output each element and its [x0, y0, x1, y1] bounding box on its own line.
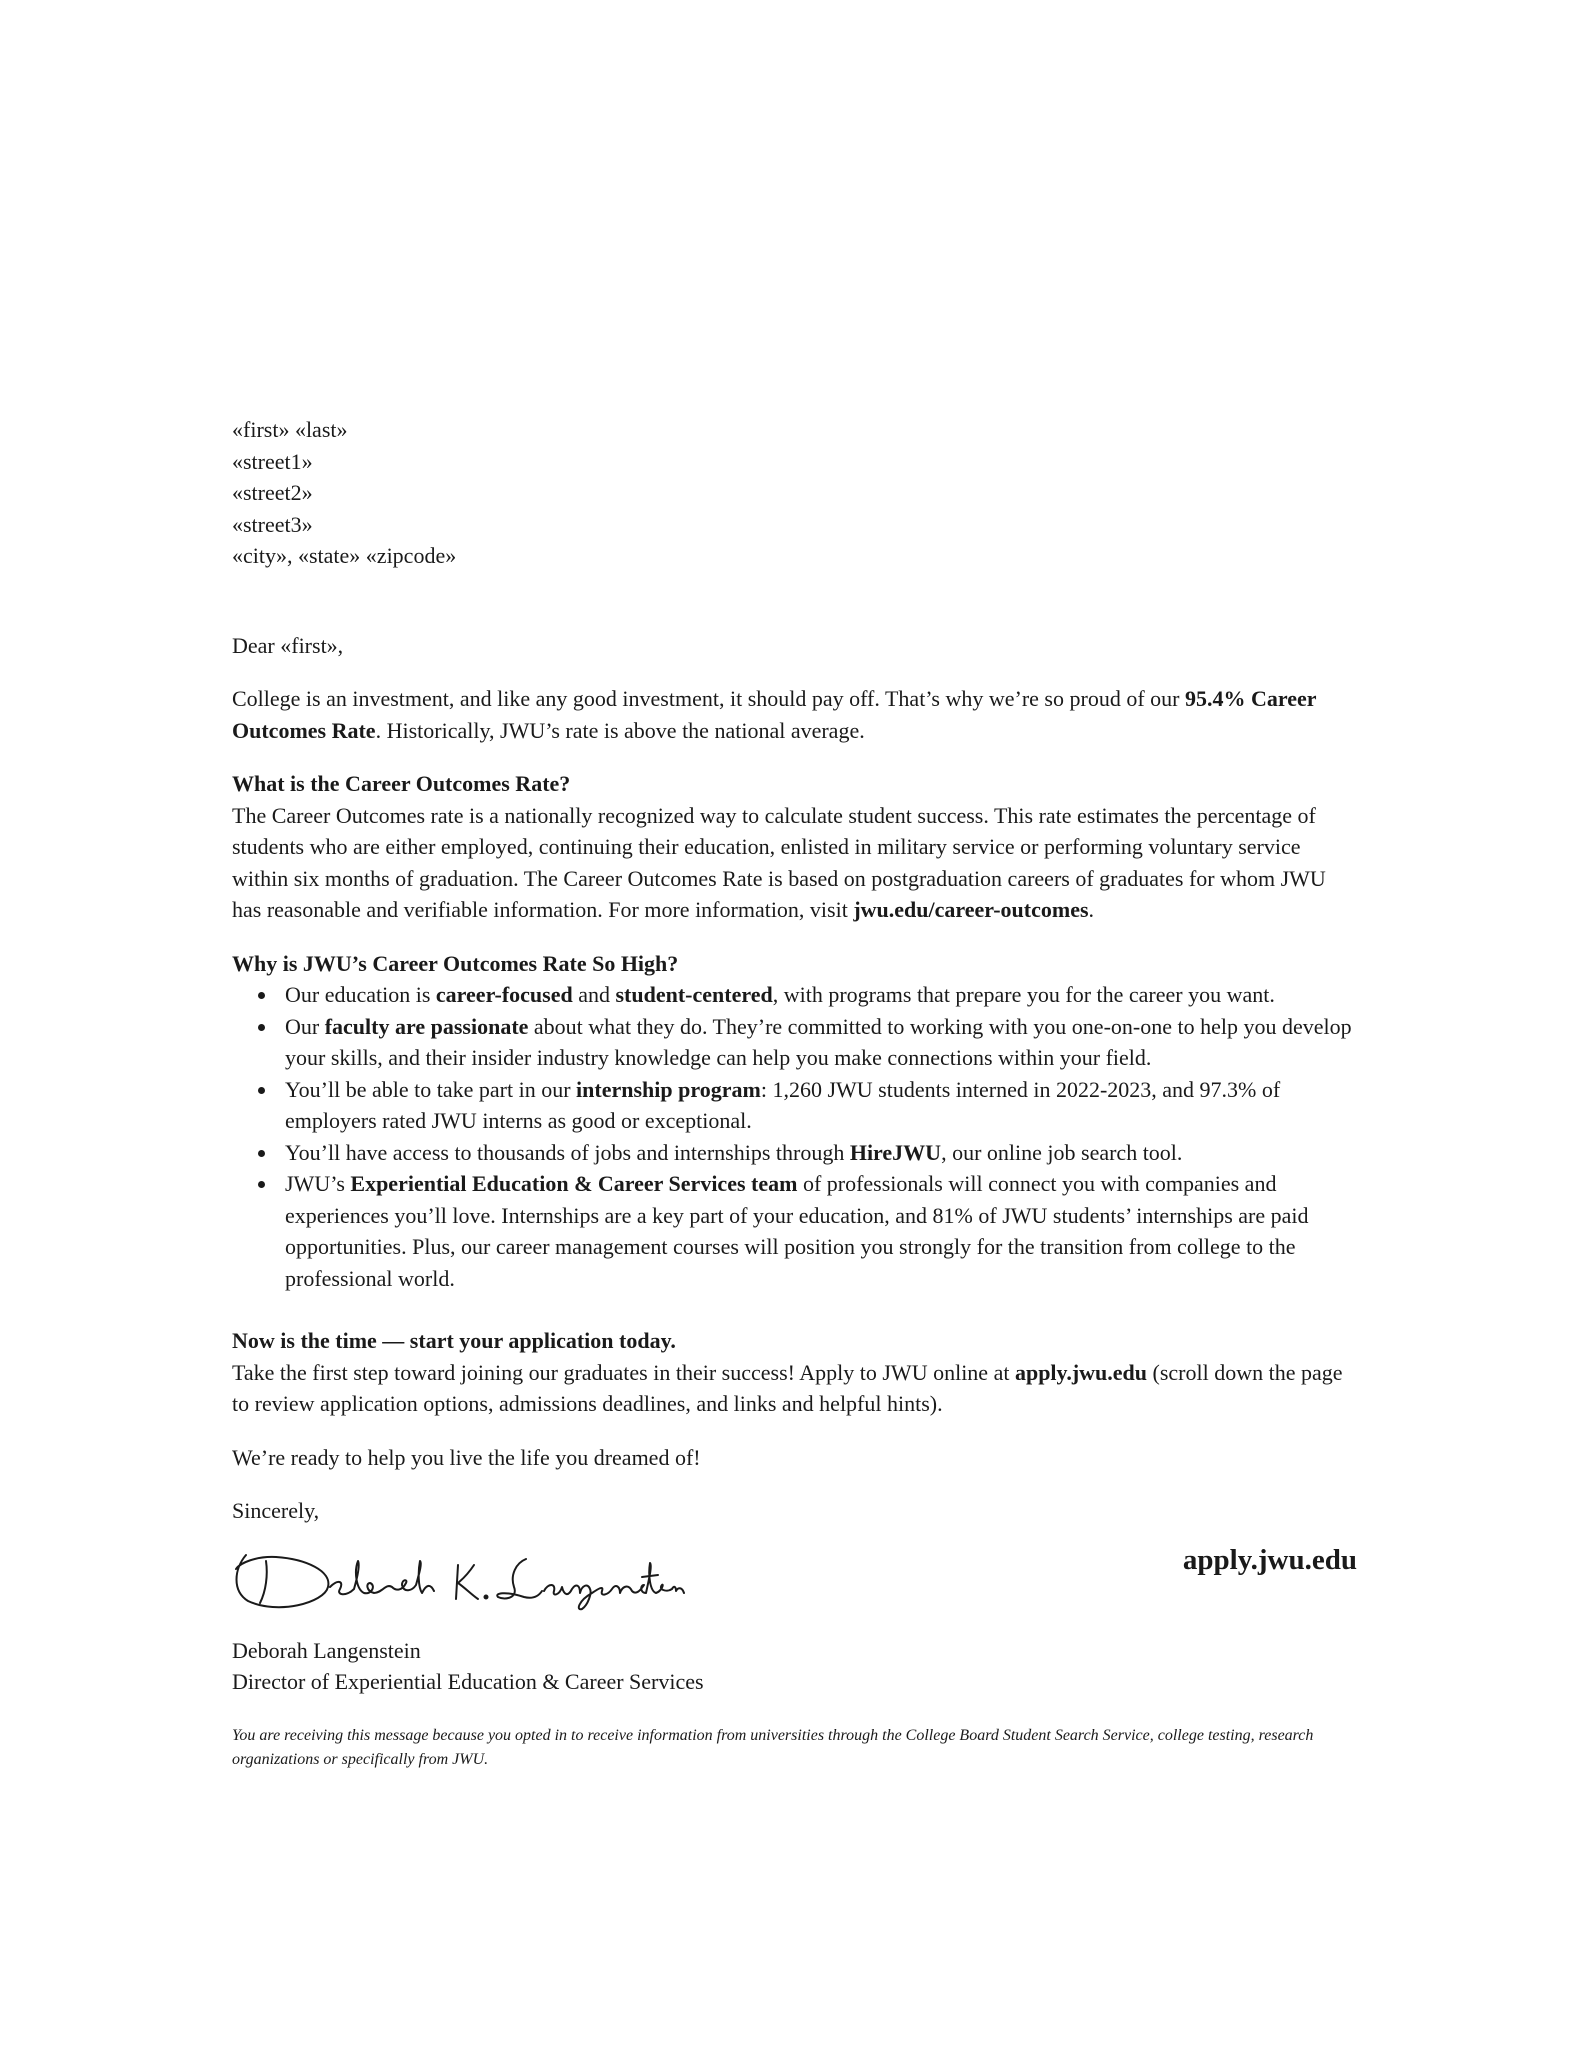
career-outcomes-rate-highlight: 95.4% Career Outcomes Rate: [232, 686, 1317, 743]
handwritten-signature: [226, 1535, 686, 1615]
sign-off: Sincerely,: [232, 1498, 320, 1523]
why-section-heading: Why is JWU’s Career Outcomes Rate So High?: [232, 950, 679, 976]
signer-title: Director of Experiential Education & Career Services: [232, 1669, 704, 1694]
cta-heading: Now is the time — start your application today.: [232, 1328, 676, 1353]
list-item: JWU’s Experiential Education & Career Services team of professionals will connect you with companies and experiences you’ll love. Internships are a key part of your education, and 81% of JWU students’ internships are paid opportunities. Plus, our career management courses will position you strongly for the transition from college to the professional world.: [232, 1168, 1357, 1294]
bullet-icon: [258, 1024, 265, 1031]
address-city-line: «city», «state» «zipcode»: [232, 543, 457, 568]
bullet-icon: [258, 1087, 265, 1094]
intro-paragraph: College is an investment, and like any good investment, it should pay off. That’s why we’re so proud of our 95.4% Career Outcomes Rate. Historically, JWU’s rate is above the national average.: [232, 686, 1317, 743]
why-section: [232, 948, 1357, 1295]
what-section-body: The Career Outcomes rate is a nationally recognized way to calculate student success. This rate estimates the percentage of students who are either employed, continuing their education, enlisted in military service or performing voluntary service within six months of graduation. The Career Outcomes Rate is based on postgraduation careers of graduates for whom JWU has reasonable and verifiable information. For more information, visit jwu.edu/career-outcomes.: [232, 802, 1326, 922]
what-section-heading: What is the Career Outcomes Rate?: [232, 771, 571, 796]
list-item: You’ll be able to take part in our internship program: 1,260 JWU students interned in 2022-2023, and 97.3% of employers rated JWU interns as good or exceptional.: [232, 1074, 1357, 1137]
disclaimer: You are receiving this message because you opted in to receive information from universities through the College Board Student Search Service, college testing, research organizations or specifically from JWU.: [232, 1726, 1314, 1768]
bullet-icon: [258, 992, 265, 999]
list-item: Our faculty are passionate about what they do. They’re committed to working with you one-on-one to help you develop your skills, and their insider industry knowledge can help you make connections within your field.: [232, 1011, 1357, 1074]
closing-line: We’re ready to help you live the life you dreamed of!: [232, 1444, 701, 1470]
bullet-icon: [258, 1150, 265, 1157]
apply-link[interactable]: apply.jwu.edu: [1014, 1359, 1148, 1385]
list-item: Our education is career-focused and student-centered, with programs that prepare you for the career you want.: [232, 979, 1357, 1011]
apply-url-callout[interactable]: apply.jwu.edu: [1182, 1543, 1357, 1576]
list-item: You’ll have access to thousands of jobs and internships through HireJWU, our online job search tool.: [232, 1137, 1357, 1169]
address-street2-line: «street2»: [232, 480, 313, 505]
address-street1-line: «street1»: [232, 448, 313, 474]
cta-body: Take the first step toward joining our graduates in their success! Apply to JWU online at apply.jwu.edu (scroll down the page to review application options, admissions deadlines, and links and helpful hints).: [232, 1359, 1343, 1416]
salutation: Dear «first»,: [232, 632, 344, 658]
reasons-list: [232, 979, 1357, 1294]
cta-section: [232, 1325, 1357, 1420]
signer-block: [232, 1635, 1357, 1698]
address-name-line: «first» «last»: [232, 417, 348, 442]
what-section: [232, 768, 1357, 926]
career-outcomes-link[interactable]: jwu.edu/career-outcomes: [853, 897, 1089, 922]
signer-name: Deborah Langenstein: [232, 1637, 421, 1663]
letter: [232, 414, 1357, 1772]
recipient-address: [232, 414, 1357, 572]
bullet-icon: [258, 1181, 265, 1188]
signature-row: [232, 1533, 1357, 1629]
address-street3-line: «street3»: [232, 511, 313, 537]
